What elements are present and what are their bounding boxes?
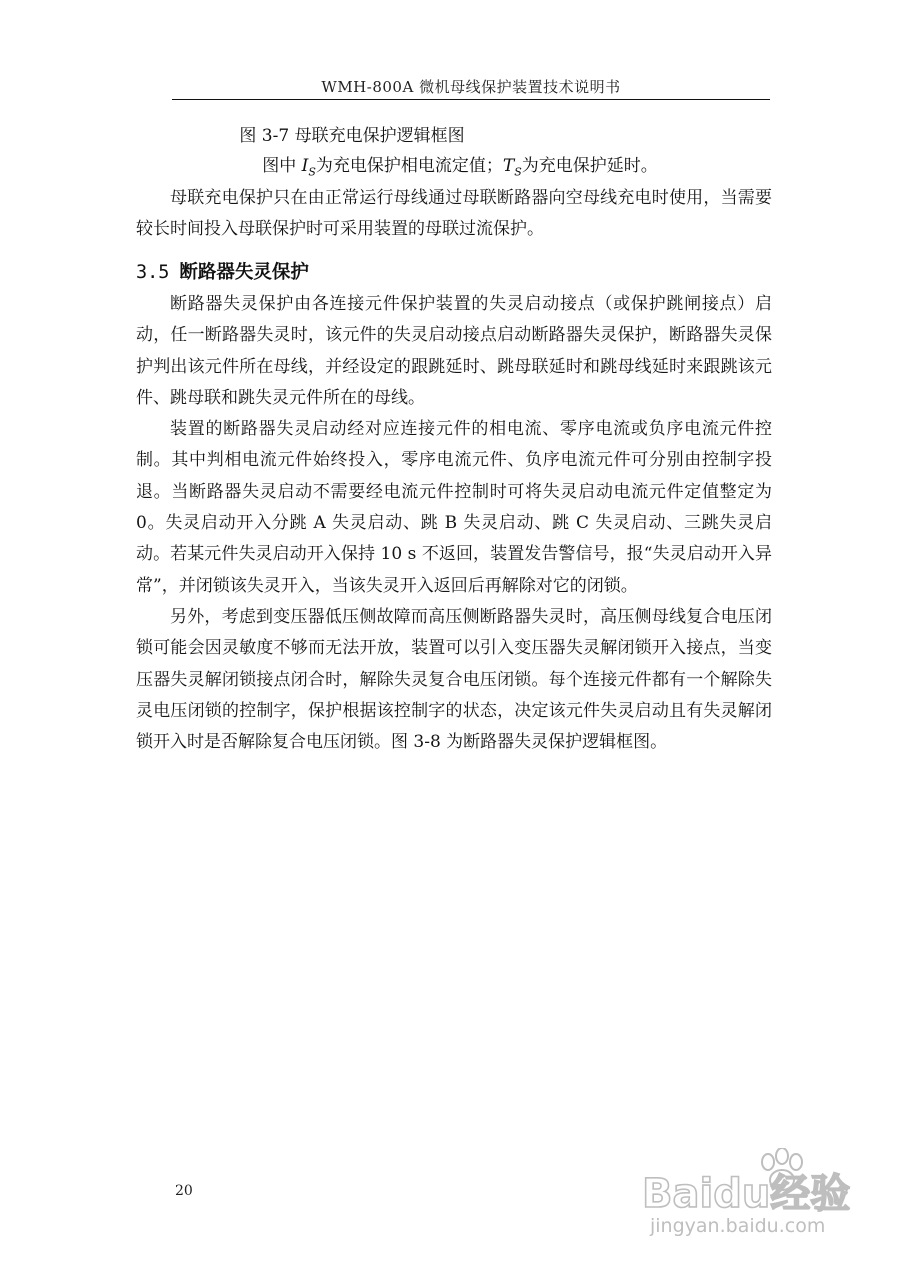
section-body xyxy=(136,289,772,758)
section-number: 3.5 xyxy=(136,262,170,283)
symbol-ts-subscript: S xyxy=(514,165,522,179)
caption-note-suffix: 为充电保护延时。 xyxy=(521,156,658,176)
symbol-ts: T xyxy=(502,156,515,176)
header-rule xyxy=(172,99,770,100)
watermark-brand: Baidu经验 xyxy=(642,1171,851,1217)
paragraph: 断路器失灵保护由各连接元件保护装置的失灵启动接点（或保护跳闸接点）启动，任一断路器失灵时，该元件的失灵启动接点启动断路器失灵保护，断路器失灵保护判出该元件所在母线，并经设定的跟跳延时、跳母联延时和跳母线延时来跟跳该元件、跳母联和跳失灵元件所在的母线。 xyxy=(136,294,772,408)
figure-caption-title: 图 3-7 母联充电保护逻辑框图 xyxy=(239,126,465,146)
baidu-watermark xyxy=(636,1148,856,1248)
section-title: 断路器失灵保护 xyxy=(179,262,309,283)
page-number: 20 xyxy=(175,1183,193,1199)
caption-note-mid: 为充电保护相电流定值； xyxy=(315,156,503,176)
symbol-is: I xyxy=(301,156,309,176)
paragraph: 装置的断路器失灵启动经对应连接元件的相电流、零序电流或负序电流元件控制。其中判相电流元件始终投入，零序电流元件、负序电流元件可分别由控制字投退。当断路器失灵启动不需要经电流元件控制时可将失灵启动电流元件定值整定为 0。失灵启动开入分跳 A 失灵启动、跳 B 失灵启动、跳 C 失灵启动、三跳失灵启动。若某元件失灵启动开入保持 10 s 不返回，装置发告警信号，报“失灵启动开入异常”，并闭锁该失灵开入，当该失灵开入返回后再解除对它的闭锁。 xyxy=(136,419,772,596)
section-heading xyxy=(136,258,309,284)
paragraph: 母联充电保护只在由正常运行母线通过母联断路器向空母线充电时使用，当需要较长时间投入母联保护时可采用装置的母联过流保护。 xyxy=(136,188,772,240)
running-header: WMH-800A 微机母线保护装置技术说明书 xyxy=(321,78,621,96)
figure-caption-note xyxy=(8,151,904,178)
paragraph: 另外，考虑到变压器低压侧故障而高压侧断路器失灵时，高压侧母线复合电压闭锁可能会因灵敏度不够而无法开放，装置可以引入变压器失灵解闭锁开入接点，当变压器失灵解闭锁接点闭合时，解除失灵复合电压闭锁。每个连接元件都有一个解除失灵电压闭锁的控制字，保护根据该控制字的状态，决定该元件失灵启动且有失灵解闭锁开入时是否解除复合电压闭锁。图 3-8 为断路器失灵保护逻辑框图。 xyxy=(136,606,772,753)
symbol-is-subscript: S xyxy=(308,165,316,179)
watermark-url: jingyan.baidu.com xyxy=(650,1215,826,1237)
intro-text xyxy=(136,183,772,246)
caption-note-prefix: 图中 xyxy=(262,156,302,176)
